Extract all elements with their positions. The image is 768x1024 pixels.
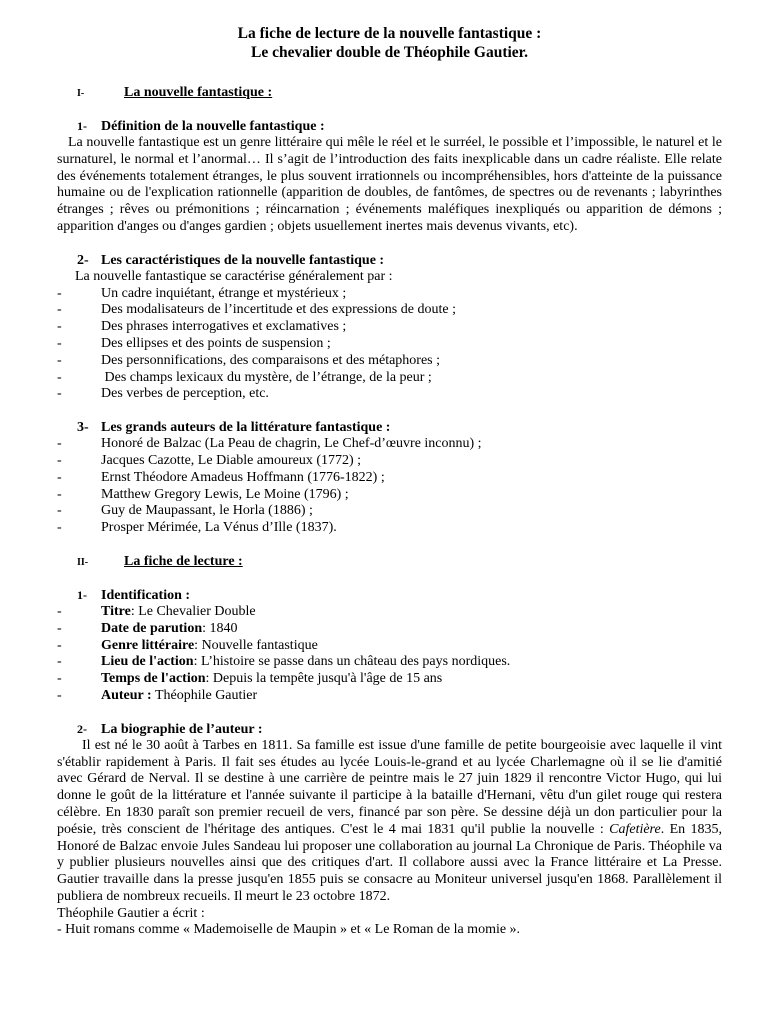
field-sep: : [194, 637, 202, 653]
bullet-dash: - [57, 335, 62, 351]
list-item [57, 638, 722, 655]
bullet-dash: - [57, 486, 62, 502]
list-item [57, 319, 722, 336]
list-item [57, 470, 722, 487]
list-item-text: Des phrases interrogatives et exclamatives ; [101, 319, 347, 335]
list-item-text: Des champs lexicaux du mystère, de l’étrange, de la peur ; [101, 369, 432, 385]
field-value: Théophile Gautier [154, 687, 258, 703]
list-item-text [101, 671, 442, 688]
field-value: Nouvelle fantastique [201, 637, 318, 653]
list-item [57, 671, 722, 688]
characteristics-list [57, 286, 722, 404]
list-item [57, 503, 722, 520]
subsection-2-1-heading [57, 587, 722, 604]
bullet-dash: - [57, 319, 62, 335]
list-item-text [101, 654, 510, 671]
list-item-text: Ernst Théodore Amadeus Hoffmann (1776-1822) ; [101, 469, 385, 485]
subsection-2-2-number: 2- [77, 721, 87, 736]
subsection-2-1-label: Identification : [101, 587, 191, 603]
list-item-text: Guy de Maupassant, le Horla (1886) ; [101, 503, 313, 519]
section-2-heading [57, 553, 722, 571]
section-1-number: I- [77, 88, 85, 99]
biography-text-before: Il est né le 30 août à Tarbes en 1811. Sa famille est issue d'une famille de petite bourgeoisie avec laquelle il vint s'établir rapidement à Paris. Il fait ses études au lycée Louis-le-grand et au lycée Charlemagne où il se lie d'amitié avec Gérard de Nerval. Il se destine à une carrière de peintre mais le 27 juin 1829 il rencontre Victor Hugo, qui lui donne le goût de la littérature et l'année suivante il participe à la bataille d'Hernani, vêtu d'un gilet rouge qui restera célèbre. En 1830 paraît son premier recueil de vers, financé par son père. Se dessine déjà un don particulier pour la poésie, très conscient de l'héritage des antiques. C'est le 4 mai 1831 qu'il publie la nouvelle : [57, 737, 722, 837]
subsection-1-1-number: 1- [77, 119, 87, 133]
field-key: Date de parution [101, 620, 203, 636]
document-page [57, 24, 722, 939]
field-value: Depuis la tempête jusqu'à l'âge de 15 ans [212, 671, 443, 687]
bullet-dash: - [57, 469, 62, 485]
field-value: 1840 [209, 620, 238, 636]
authors-list [57, 436, 722, 537]
bullet-dash: - [57, 671, 62, 687]
biography-text-after: . En 1835, Honoré de Balzac envoie Jules Sandeau lui proposer une collaboration au journal La Chronique de Paris. Théophile va y publier plusieurs nouvelles ainsi que des critiques d'art. Il collabore aussi avec la France littéraire et La Presse. Gautier travaille dans la presse jusqu'en 1855 puis se consacre au Moniteur universel jusqu'en 1868. Parallèlement il publiera de nombreux recueils. Il meurt le 23 octobre 1872. [57, 821, 722, 904]
bullet-dash: - [57, 436, 62, 452]
list-item-text: Des ellipses et des points de suspension ; [101, 335, 331, 351]
list-item-text: Un cadre inquiétant, étrange et mystérieux ; [101, 285, 347, 301]
list-item-text: Jacques Cazotte, Le Diable amoureux (1772) ; [101, 452, 362, 468]
list-item-text [101, 688, 257, 705]
list-item [57, 621, 722, 638]
identification-list [57, 604, 722, 705]
list-item-text [101, 621, 238, 638]
bullet-dash: - [57, 386, 62, 402]
field-key: Titre [101, 603, 131, 619]
subsection-2-2-label: La biographie de l’auteur : [101, 721, 263, 737]
field-sep: : [130, 603, 139, 619]
doc-title-line1: La fiche de lecture de la nouvelle fantastique : [237, 25, 542, 42]
list-item [57, 520, 722, 537]
subsection-2-2-heading [57, 721, 722, 738]
list-item [57, 302, 722, 319]
section-1-heading [57, 84, 722, 102]
list-item-text: Des verbes de perception, etc. [101, 386, 269, 402]
field-sep: : [193, 654, 201, 670]
works-intro: Théophile Gautier a écrit : [57, 905, 205, 921]
doc-title-line2: Le chevalier double de Théophile Gautier. [250, 44, 528, 61]
list-item [57, 487, 722, 504]
list-item-text: Honoré de Balzac (La Peau de chagrin, Le Chef-d’œuvre inconnu) ; [101, 436, 482, 452]
bullet-dash: - [57, 620, 62, 636]
bullet-dash: - [57, 452, 62, 468]
bullet-dash: - [57, 352, 62, 368]
section-2-number: II- [77, 556, 89, 568]
subsection-1-2-label: Les caractéristiques de la nouvelle fantastique : [101, 252, 385, 268]
bullet-dash: - [57, 369, 62, 385]
bullet-dash: - [57, 520, 62, 536]
biography-italic-title: Cafetière [609, 821, 661, 837]
subsection-1-2-number: 2- [77, 252, 89, 268]
field-key: Genre littéraire [101, 637, 195, 653]
list-item [57, 353, 722, 370]
bullet-dash: - [57, 603, 62, 619]
list-item-text: Des modalisateurs de l’incertitude et des expressions de doute ; [101, 302, 456, 318]
biography-paragraph [57, 738, 722, 906]
list-item [57, 370, 722, 387]
list-item [57, 604, 722, 621]
list-item-text: Des personnifications, des comparaisons et des métaphores ; [101, 352, 441, 368]
subsection-1-3-number: 3- [77, 420, 89, 436]
list-item [57, 336, 722, 353]
bullet-dash: - [57, 302, 62, 318]
list-item [57, 286, 722, 303]
subsection-1-1-heading [57, 118, 722, 135]
subsection-1-3-heading [57, 419, 722, 436]
list-item-text [101, 604, 256, 621]
works-novels: - Huit romans comme « Mademoiselle de Maupin » et « Le Roman de la momie ». [57, 922, 521, 938]
list-item-text [101, 638, 318, 655]
bullet-dash: - [57, 687, 62, 703]
field-key: Lieu de l'action [101, 654, 194, 670]
characteristics-intro: La nouvelle fantastique se caractérise généralement par : [75, 268, 393, 284]
list-item-text: Prosper Mérimée, La Vénus d’Ille (1837). [101, 520, 337, 536]
list-item-text: Matthew Gregory Lewis, Le Moine (1796) ; [101, 486, 349, 502]
bullet-dash: - [57, 637, 62, 653]
list-item [57, 654, 722, 671]
list-item [57, 688, 722, 705]
subsection-1-3-label: Les grands auteurs de la littérature fantastique : [101, 420, 391, 436]
field-key: Temps de l'action [101, 671, 206, 687]
list-item [57, 386, 722, 403]
section-2-label: La fiche de lecture : [124, 553, 243, 569]
list-item [57, 453, 722, 470]
field-value: Le Chevalier Double [138, 603, 256, 619]
definition-paragraph: La nouvelle fantastique est un genre littéraire qui mêle le réel et le surréel, le possible et l’impossible, le naturel et le surnaturel, le normal et l’anormal… Il s’agit de l’introduction des faits inexplicable dans un cadre réaliste. Elle relate des événements totalement étranges, le plus souvent irrationnels ou incompréhensibles, hors d'atteinte de la puissance humaine ou de l'explication rationnelle (apparition de doubles, de fantômes, de spectres ou de revenants ; labyrinthes étranges ; rêves ou prémonitions ; réincarnation ; événements maléfiques inexpliqués ou apparition de démons ; apparition d'anges ou d'anges gardien ; objets usuellement inertes mais devenus vivants, etc). [57, 135, 722, 234]
field-sep: : [205, 671, 213, 687]
field-value: L’histoire se passe dans un château des pays nordiques. [200, 654, 511, 670]
section-1-label: La nouvelle fantastique : [124, 85, 273, 100]
field-key: Auteur : [101, 687, 152, 703]
subsection-1-1-label: Définition de la nouvelle fantastique : [101, 119, 325, 134]
subsection-2-1-number: 1- [77, 587, 87, 602]
list-item [57, 436, 722, 453]
field-sep: : [202, 620, 210, 636]
bullet-dash: - [57, 503, 62, 519]
subsection-1-2-heading [57, 252, 722, 269]
bullet-dash: - [57, 654, 62, 670]
bullet-dash: - [57, 285, 62, 301]
